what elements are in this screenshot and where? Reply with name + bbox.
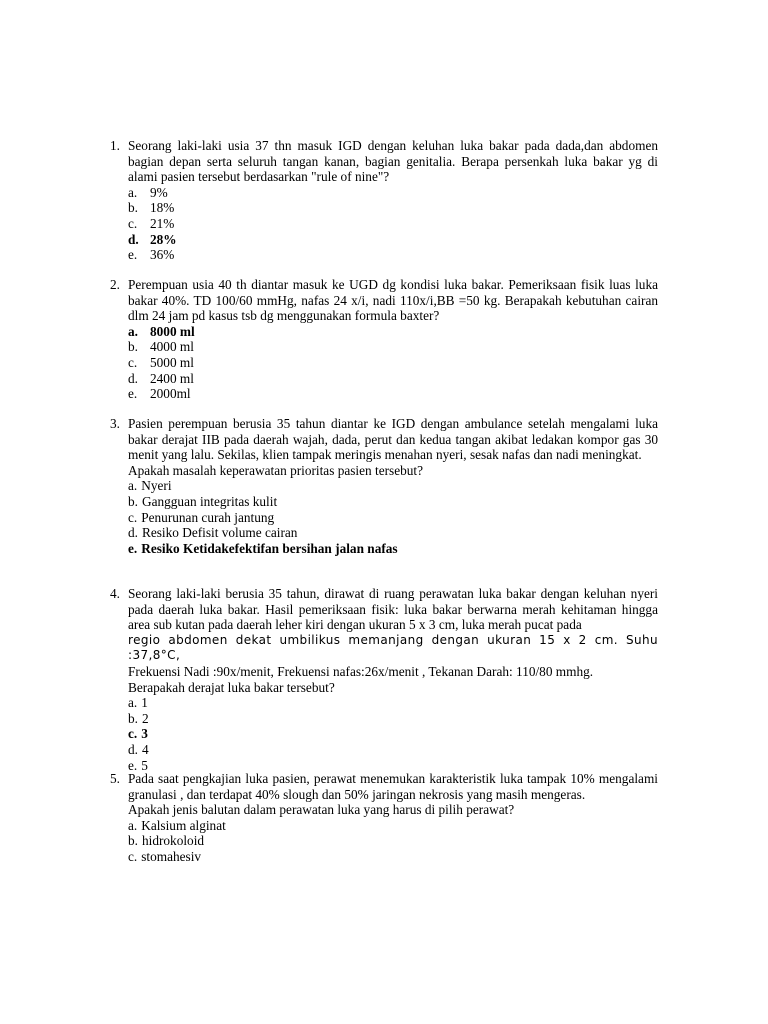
question-number: 5.: [110, 771, 120, 786]
question-5: [110, 771, 658, 865]
question-1: [110, 138, 658, 263]
option-e: e. 2000ml: [128, 386, 191, 402]
question-number: 4.: [110, 586, 120, 601]
question-stem-continued: Frekuensi Nadi :90x/menit, Frekuensi nafas:26x/menit , Tekanan Darah: 110/80 mmhg.: [128, 663, 594, 679]
option-list: [128, 818, 658, 865]
option-e: e. 36%: [128, 247, 175, 263]
question-number: 2.: [110, 277, 120, 292]
option-e: e. 5: [128, 757, 148, 773]
question-prompt: Apakah masalah keperawatan prioritas pasien tersebut?: [128, 462, 423, 478]
option-a: a. Kalsium alginat: [128, 817, 226, 833]
question-number: 3.: [110, 416, 120, 431]
question-stem-vitals: regio abdomen dekat umbilikus memanjang dengan ukuran 15 x 2 cm. Suhu :37,8°C,: [128, 632, 658, 663]
option-list: [128, 185, 658, 263]
option-list: [128, 324, 658, 402]
question-stem: Pada saat pengkajian luka pasien, perawat menemukan karakteristik luka tampak 10% mengalami granulasi , dan terdapat 40% slough dan 50% jaringan nekrosis yang masih mengeras.: [128, 771, 658, 802]
option-d: d. 2400 ml: [128, 370, 194, 386]
option-list: [128, 478, 658, 556]
option-b: b. 18%: [128, 200, 175, 216]
option-c: c. 21%: [128, 215, 175, 231]
option-d: d. Resiko Defisit volume cairan: [128, 525, 298, 541]
question-4: [110, 586, 658, 773]
question-stem: Pasien perempuan berusia 35 tahun diantar ke IGD dengan ambulance setelah mengalami luka bakar derajat IIB pada daerah wajah, dada, perut dan kedua tangan akibat ledakan kompor gas 30 menit yang lalu. Sekilas, klien tampak meringis menahan nyeri, sesak nafas dan nadi meningkat.: [128, 416, 658, 463]
option-b: b. hidrokoloid: [128, 833, 205, 849]
question-prompt: Berapakah derajat luka bakar tersebut?: [128, 679, 335, 695]
option-a: a. Nyeri: [128, 478, 172, 494]
question-stem: Perempuan usia 40 th diantar masuk ke UGD dg kondisi luka bakar. Pemeriksaan fisik luas luka bakar 40%. TD 100/60 mmHg, nafas 24 x/i, nadi 110x/i,BB =50 kg. Berapakah kebutuhan cairan dlm 24 jam pd kasus tsb dg menggunakan formula baxter?: [128, 277, 658, 324]
option-d-correct: d. 28%: [128, 231, 177, 247]
option-b: b. 2: [128, 710, 149, 726]
question-stem: Seorang laki-laki berusia 35 tahun, dirawat di ruang perawatan luka bakar dengan keluhan nyeri pada daerah luka bakar. Hasil pemeriksaan fisik: luka bakar berwarna merah kehitaman hingga area sub kutan pada daerah leher kiri dengan ukuran 5 x 3 cm, luka merah pucat pada: [128, 586, 658, 633]
option-c-correct: c. 3: [128, 726, 148, 742]
question-number: 1.: [110, 138, 120, 153]
option-b: b. Gangguan integritas kulit: [128, 493, 278, 509]
question-2: [110, 277, 658, 402]
question-prompt: Apakah jenis balutan dalam perawatan luka yang harus di pilih perawat?: [128, 802, 515, 818]
option-c: c. stomahesiv: [128, 848, 202, 864]
option-a-correct: a. 8000 ml: [128, 323, 195, 339]
option-c: c. 5000 ml: [128, 354, 194, 370]
option-b: b. 4000 ml: [128, 339, 194, 355]
option-e-correct: e. Resiko Ketidakefektifan bersihan jalan nafas: [128, 540, 398, 556]
option-c: c. Penurunan curah jantung: [128, 509, 275, 525]
option-a: a. 1: [128, 695, 148, 711]
option-list: [128, 695, 658, 773]
question-stem: Seorang laki-laki usia 37 thn masuk IGD dengan keluhan luka bakar pada dada,dan abdomen bagian depan serta seluruh tangan kanan, bagian genitalia. Berapa persenkah luka bakar yg di alami pasien tersebut berdasarkan "rule of nine"?: [128, 138, 658, 185]
question-3: [110, 416, 658, 556]
option-a: a. 9%: [128, 184, 168, 200]
option-d: d. 4: [128, 741, 149, 757]
